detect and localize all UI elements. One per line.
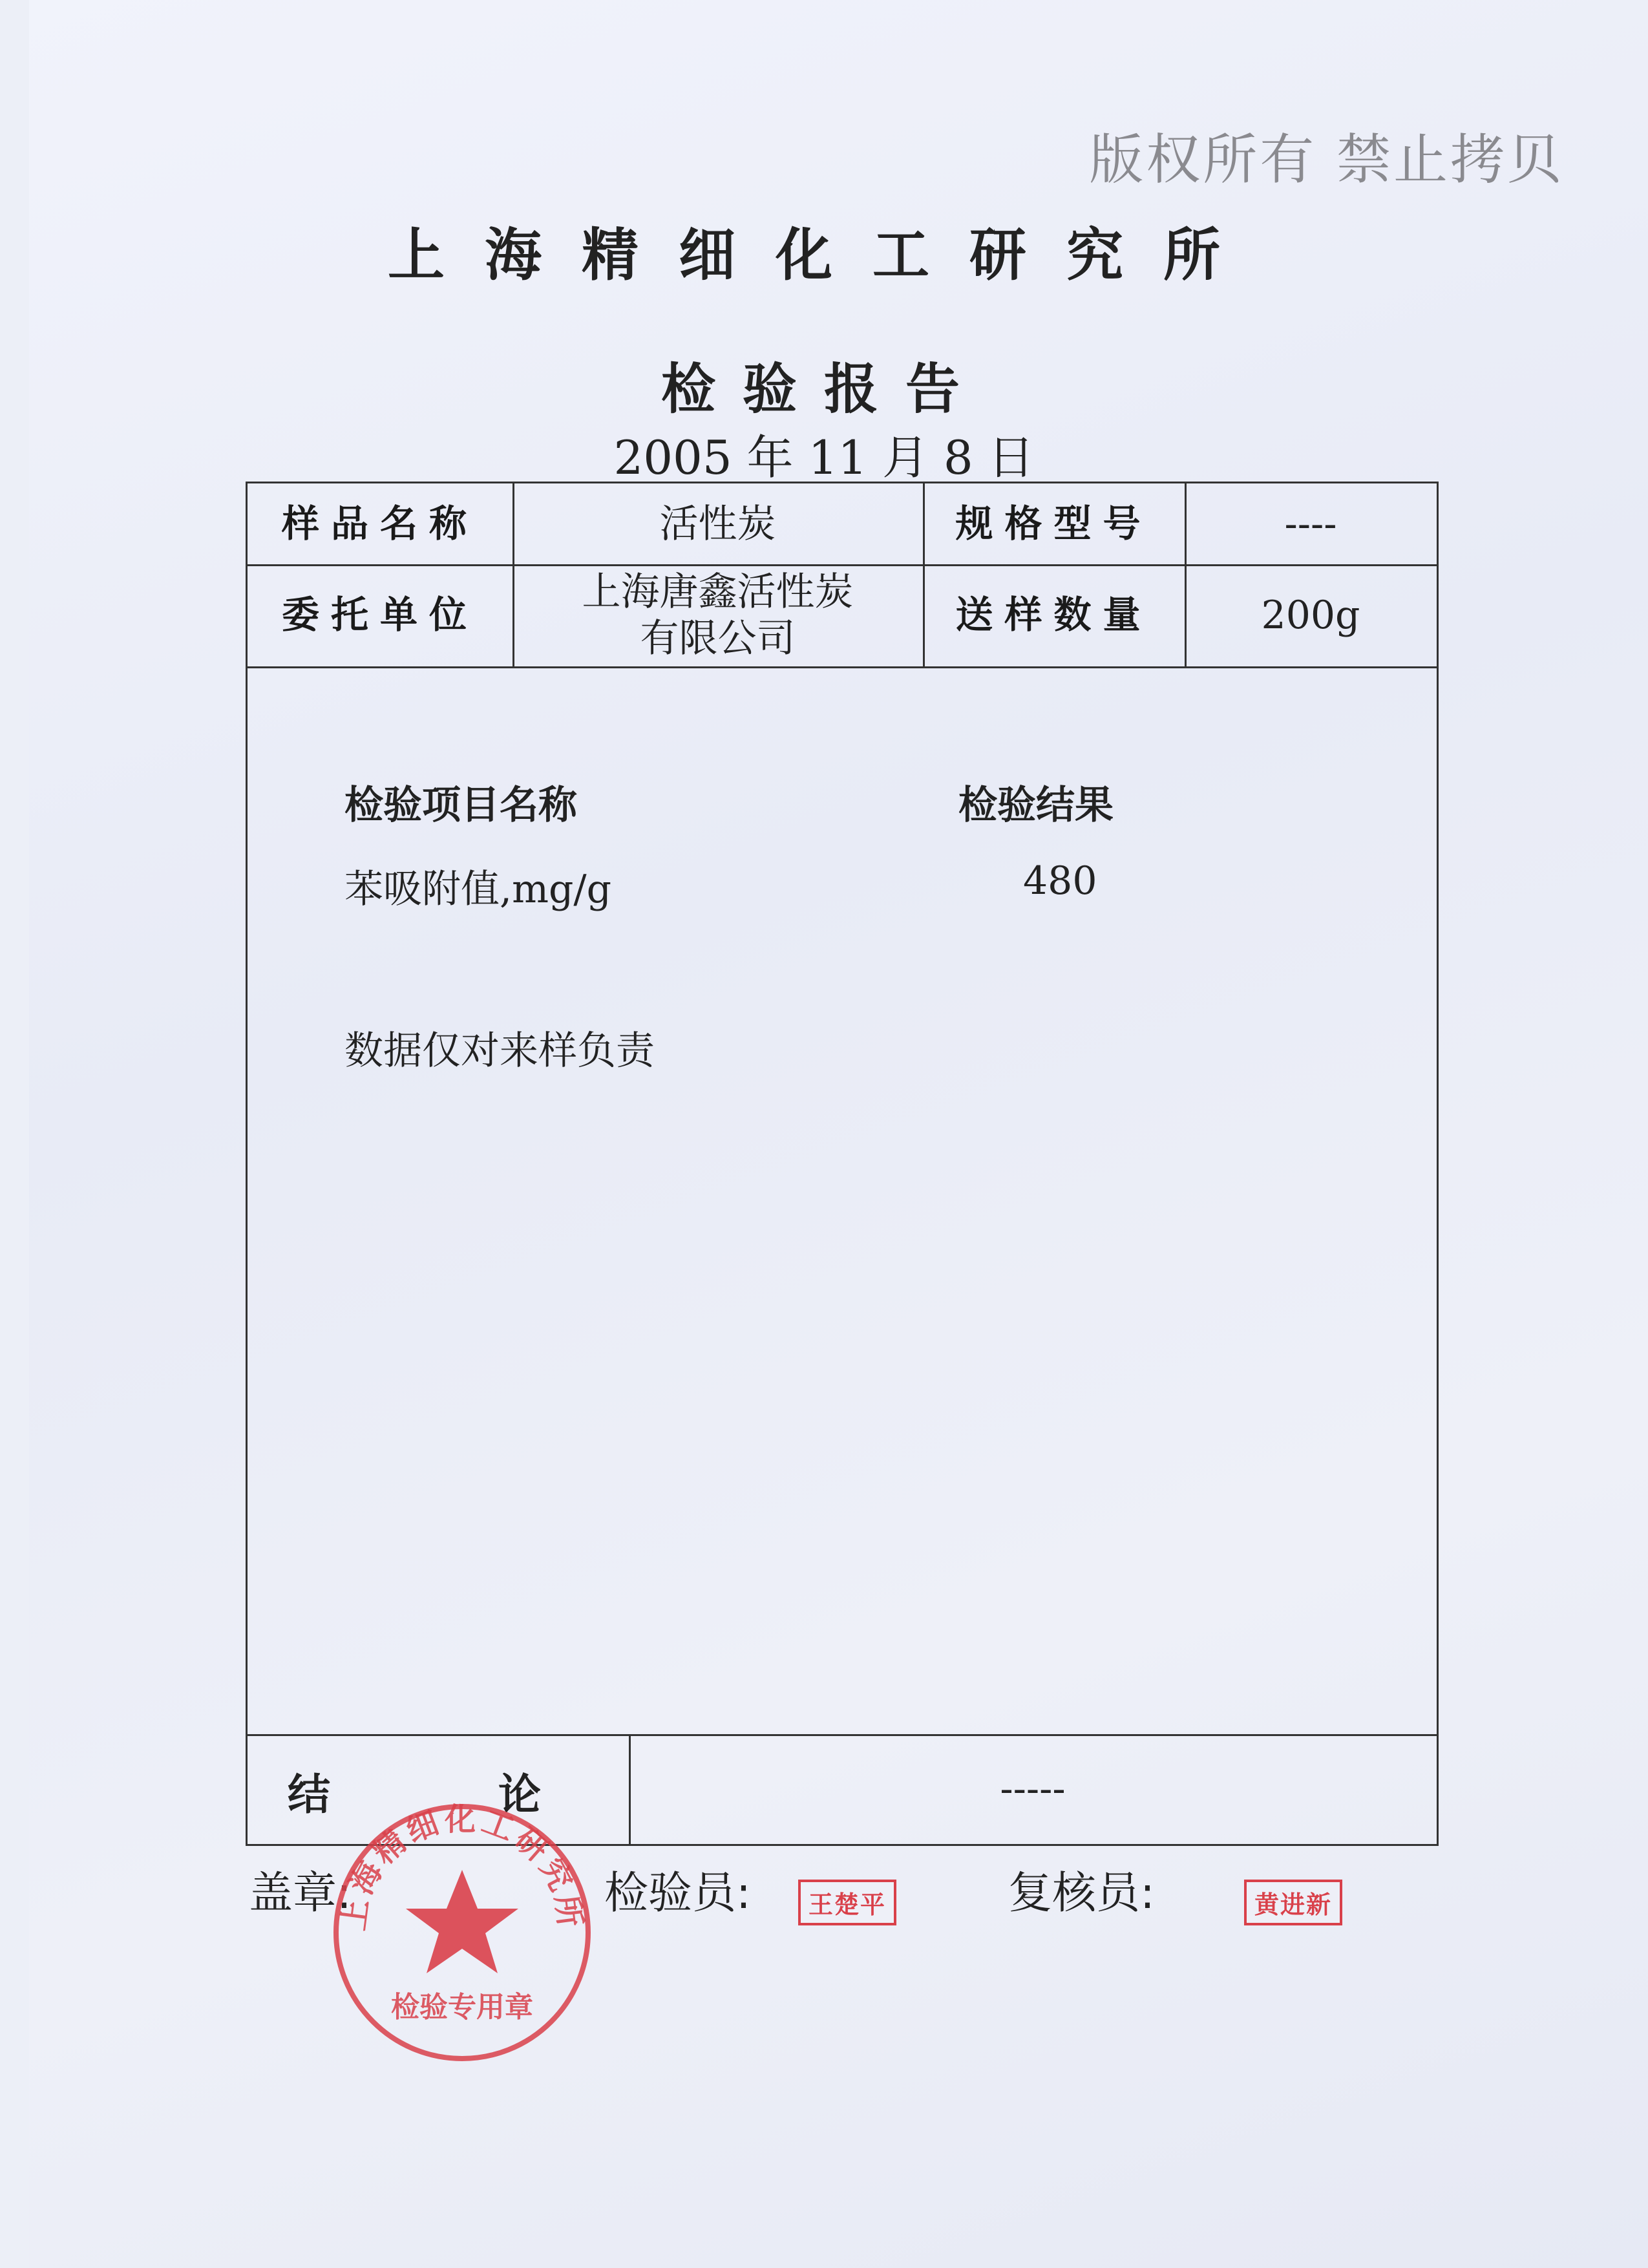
reviewer-stamp: 黄进新 (1244, 1880, 1342, 1925)
sample-qty-label: 送样数量 (955, 593, 1152, 637)
client-value-line2: 有限公司 (640, 616, 796, 661)
inspector-stamp: 王楚平 (798, 1880, 896, 1925)
conclusion-label-right: 论 (498, 1770, 541, 1819)
inspector-label: 检验员: (604, 1868, 751, 1919)
sample-qty-value: 200g (1261, 593, 1360, 638)
watermark: 版权所有 禁止拷贝 (1089, 128, 1564, 191)
client-label: 委托单位 (281, 593, 478, 637)
disclaimer-note: 数据仅对来样负责 (344, 1028, 655, 1074)
report-form (246, 482, 1439, 1846)
seal-star-icon (406, 1870, 518, 1973)
client-value-line1: 上海唐鑫活性炭 (582, 569, 854, 615)
seal-label: 盖章: (249, 1868, 352, 1919)
seal-arc-text: 上海精细化工研究所 (335, 1801, 589, 1933)
spec-model-value: ---- (1284, 501, 1337, 547)
seal-bottom-text: 检验专用章 (391, 1991, 533, 2024)
reviewer-label: 复核员: (1008, 1868, 1155, 1919)
item-header: 检验项目名称 (344, 783, 577, 828)
spec-model-label: 规格型号 (955, 501, 1152, 546)
conclusion-value: ----- (1000, 1766, 1066, 1812)
result-header: 检验结果 (958, 783, 1114, 828)
result-item: 苯吸附值,mg/g (344, 867, 611, 912)
result-value: 480 (1023, 858, 1097, 904)
row-divider (248, 666, 1437, 668)
institute-name: 上海精细化工研究所 (387, 222, 1260, 288)
official-seal (323, 1794, 601, 2072)
client-value (512, 564, 923, 666)
sample-name-value: 活性炭 (659, 501, 776, 547)
report-date: 2005 年 11 月 8 日 (613, 430, 1035, 485)
sample-name-label: 样品名称 (281, 501, 478, 546)
conclusion-label-left: 结 (288, 1770, 330, 1819)
report-title: 检验报告 (660, 357, 987, 421)
